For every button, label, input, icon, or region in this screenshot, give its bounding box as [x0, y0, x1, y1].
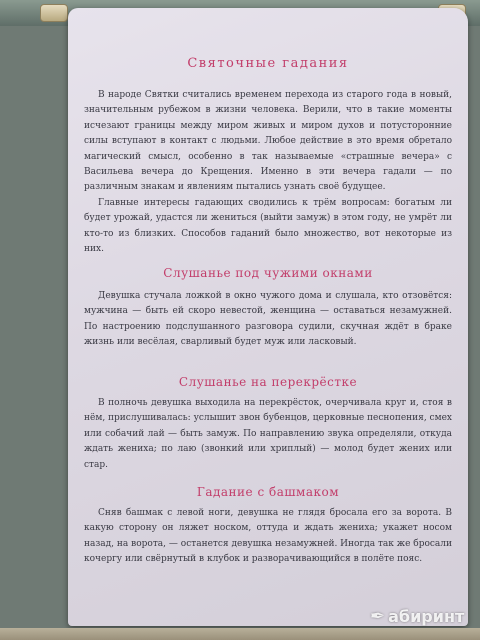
crossroads-paragraph: В полночь девушка выходила на перекрёсток, очерчивала круг и, стоя в нём, прислушивалась: услышит звон бубенцов, церковные песнопения, смех или собачий лай — быть замуж. По направлению звука определяли, откуда ждать жениха; по лаю (звонкий или хриплый) — молод будет жених или стар.	[84, 398, 452, 470]
binder-clip-left	[40, 4, 68, 22]
section-heading-shoe: Гадание с башмаком	[196, 485, 340, 499]
table-surface	[0, 628, 480, 640]
book-page	[68, 8, 468, 626]
section-heading-crossroads: Слушанье на перекрёстке	[178, 375, 358, 389]
intro-paragraph: В народе Святки считались временем перехода из старого года в новый, значительным рубежом в жизни человека. Верили, что в такие моменты исчезают границы между миром живых и миром духов и потусторонние силы вступают в контакт с людьми. Любое действие в это время обретало магический смысл, особенно в так называемые «страшные вечера» с Васильева вечера до Крещения. Именно в эти вечера гадали — по различным знакам и явлениям пытались узнать своё будущее.	[84, 90, 452, 193]
watermark-text: абиринт	[388, 607, 465, 626]
page-title: Святочные гадания	[187, 56, 349, 71]
section-heading-windows: Слушанье под чужими окнами	[163, 266, 373, 280]
shoe-paragraph: Сняв башмак с левой ноги, девушка не глядя бросала его за ворота. В какую сторону он ляжет носком, оттуда и ждать жениха; укажет носом назад, на ворота, — останется девушка незамужней. Иногда так же бросали кочергу или свёрнутый в клубок и разворачивающийся в полёте пояс.	[84, 508, 452, 565]
pen-icon: ✒	[370, 606, 386, 627]
labirint-watermark	[370, 606, 464, 627]
questions-paragraph: Главные интересы гадающих сводились к трём вопросам: богатым ли будет урожай, удастся ли жениться (выйти замуж) в этом году, не умрёт ли кто-то из близких. Способов гаданий было множество, вот некоторые из них.	[84, 198, 452, 255]
windows-paragraph: Девушка стучала ложкой в окно чужого дома и слушала, кто отзовётся: мужчина — быть ей скоро невестой, женщина — оставаться незамужней. По настроению подслушанного разговора судили, скучная ждёт в браке жизнь или весёлая, сварливый будет муж или ласковый.	[84, 291, 452, 348]
